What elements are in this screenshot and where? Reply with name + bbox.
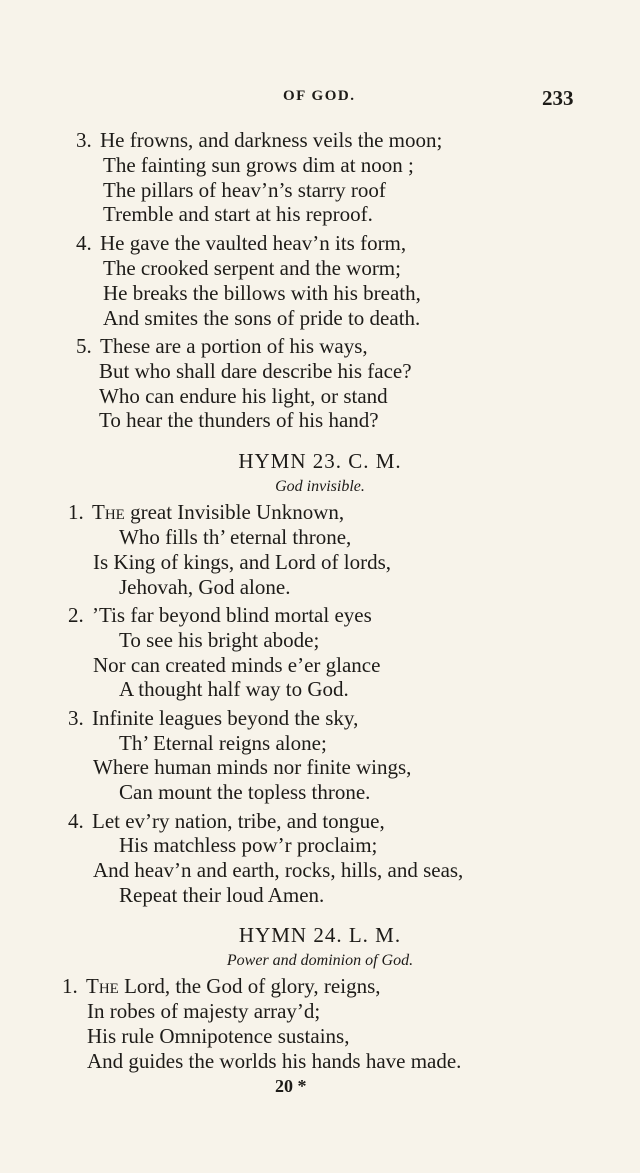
stanza-line: He breaks the billows with his breath, <box>103 281 421 305</box>
stanza-line: 2. ’Tis far beyond blind mortal eyes <box>68 603 372 627</box>
stanza-line: His rule Omnipotence sustains, <box>87 1024 350 1048</box>
stanza-line: 4. He gave the vaulted heav’n its form, <box>76 231 407 255</box>
stanza-line: Th’ Eternal reigns alone; <box>119 731 327 755</box>
stanza-line: Where human minds nor finite wings, <box>93 755 412 779</box>
stanza-line: And heav’n and earth, rocks, hills, and seas, <box>93 858 464 882</box>
stanza-line: Is King of kings, and Lord of lords, <box>93 550 392 574</box>
stanza-line: The crooked serpent and the worm; <box>103 256 401 280</box>
stanza-line: 1. The great Invisible Unknown, <box>68 500 345 524</box>
stanza-line: A thought half way to God. <box>119 677 349 701</box>
stanza-line: And guides the worlds his hands have made. <box>87 1049 462 1073</box>
hymn-subtitle: God invisible. <box>275 478 365 495</box>
stanza-line: His matchless pow’r proclaim; <box>119 833 378 857</box>
stanza-line: The pillars of heav’n’s starry roof <box>103 178 386 202</box>
stanza-line: 3. Infinite leagues beyond the sky, <box>68 706 359 730</box>
stanza-line: The fainting sun grows dim at noon ; <box>103 153 414 177</box>
running-head <box>0 86 640 112</box>
page-number: 233 <box>542 86 574 110</box>
running-title: OF GOD. <box>283 88 356 104</box>
stanza-line: Jehovah, God alone. <box>119 575 291 599</box>
stanza-line: 3. He frowns, and darkness veils the moon; <box>76 128 443 152</box>
signature-mark: 20 * <box>275 1076 307 1096</box>
stanza-line: Who fills th’ eternal throne, <box>119 525 352 549</box>
hymn-heading: HYMN 24. L. M. <box>238 923 402 947</box>
stanza-line: 5. These are a portion of his ways, <box>76 334 368 358</box>
stanza-line: Tremble and start at his reproof. <box>103 202 373 226</box>
stanza-line: 1. The Lord, the God of glory, reigns, <box>62 974 381 998</box>
stanza-line: To hear the thunders of his hand? <box>99 408 379 432</box>
stanza-line: And smites the sons of pride to death. <box>103 306 421 330</box>
stanza-line: But who shall dare describe his face? <box>99 359 412 383</box>
hymn-subtitle: Power and dominion of God. <box>226 952 414 969</box>
stanza-line: Can mount the topless throne. <box>119 780 371 804</box>
stanza-line: In robes of majesty array’d; <box>87 999 321 1023</box>
stanza-line: 4. Let ev’ry nation, tribe, and tongue, <box>68 809 385 833</box>
stanza-line: Who can endure his light, or stand <box>99 384 388 408</box>
stanza-line: Repeat their loud Amen. <box>119 883 325 907</box>
stanza-line: To see his bright abode; <box>119 628 320 652</box>
hymn-heading: HYMN 23. C. M. <box>238 449 402 473</box>
stanza-line: Nor can created minds e’er glance <box>93 653 381 677</box>
